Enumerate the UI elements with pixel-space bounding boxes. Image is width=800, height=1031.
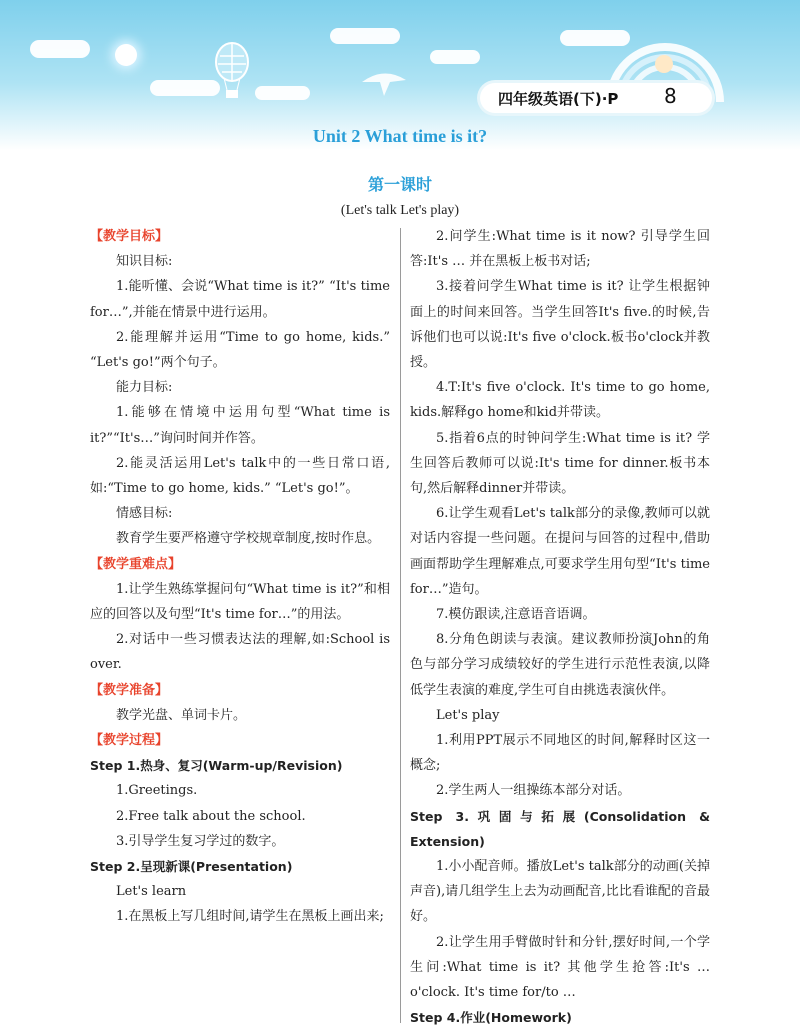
hot-air-balloon-icon [212, 42, 252, 102]
paragraph: 情感目标: [116, 506, 173, 522]
paragraph: 2.能理解并运用“Time to go home, kids.” “Let's go!”两个句子。 [90, 329, 390, 371]
section-heading: 【教学重难点】 [90, 556, 182, 572]
paragraph: Let's learn [116, 884, 187, 900]
paragraph: 1.让学生熟练掌握问句“What time is it?”和相应的回答以及句型“It's time for…”的用法。 [90, 581, 390, 623]
lesson-subtitle: (Let's talk Let's play) [340, 203, 460, 218]
cloud [30, 40, 90, 58]
cloud [150, 80, 220, 96]
right-column [410, 224, 710, 1031]
section-heading: 【教学目标】 [90, 229, 169, 244]
column-divider [400, 228, 401, 1023]
paragraph: 2.Free talk about the school. [116, 808, 306, 824]
paragraph: 知识目标: [116, 254, 173, 270]
section-heading: 【教学过程】 [90, 733, 169, 749]
left-column [90, 224, 390, 930]
page-number: 8 [664, 84, 677, 108]
paragraph: 6.让学生观看Let's talk部分的录像,教师可以就对话内容提一些问题。在提问与回答的过程中,借助画面帮助学生理解难点,可要求学生用句型“It's time for…”造句。 [410, 506, 710, 597]
paragraph: 1.能听懂、会说“What time is it?” “It's time for…”,并能在情景中进行运用。 [90, 279, 390, 320]
section-heading: 【教学准备】 [90, 682, 169, 698]
paragraph: 2.问学生:What time is it now? 引导学生回答:It's … 并在黑板上板书对话; [410, 229, 710, 270]
paragraph: 3.引导学生复习学过的数字。 [116, 833, 285, 849]
paragraph: 教学光盘、单词卡片。 [116, 707, 247, 723]
paragraph: 2.能灵活运用Let's talk中的一些日常口语,如:“Time to go home, kids.” “Let's go!”。 [90, 455, 390, 497]
book-label: 四年级英语(下)·P [498, 90, 619, 108]
step-heading: Step 1.热身、复习(Warm-up/Revision) [90, 758, 343, 774]
cloud [330, 28, 400, 44]
paragraph: 1.能够在情境中运用句型“What time is it?”“It's…”询问时间并作答。 [90, 405, 390, 446]
cloud [255, 86, 310, 100]
paragraph: 1.Greetings. [116, 783, 198, 799]
paragraph: 1.利用PPT展示不同地区的时间,解释时区这一概念; [410, 733, 710, 774]
paragraph: 5.指着6点的时钟问学生:What time is it? 学生回答后教师可以说:It's time for dinner.板书本句,然后解释dinner并带读。 [410, 430, 710, 497]
paragraph: 7.模仿跟读,注意语音语调。 [436, 607, 596, 623]
paragraph: 能力目标: [116, 380, 173, 396]
paragraph: 教育学生要严格遵守学校规章制度,按时作息。 [116, 531, 381, 547]
step-heading: Step 3.巩固与拓展(Consolidation & Extension) [410, 808, 710, 849]
paragraph: 1.在黑板上写几组时间,请学生在黑板上画出来; [116, 909, 384, 925]
paragraph: 4.T:It's five o'clock. It's time to go home, kids.解释go home和kid并带读。 [410, 380, 710, 421]
paragraph: 3.接着问学生What time is it? 让学生根据钟面上的时间来回答。当学生回答It's five.的时候,告诉他们也可以说:It's five o'clock.板书o'clock并教授。 [410, 279, 710, 371]
paragraph: 2.学生两人一组操练本部分对话。 [436, 783, 631, 799]
paragraph: 8.分角色朗读与表演。建议教师扮演John的角色与部分学习成绩较好的学生进行示范性表演,以降低学生表演的难度,学生可自由挑选表演伙伴。 [410, 632, 710, 698]
unit-title: Unit 2 What time is it? [312, 126, 488, 146]
paragraph: Let's play [436, 707, 500, 723]
glider-icon [360, 66, 408, 102]
step-heading: Step 2.呈现新课(Presentation) [90, 859, 293, 875]
paragraph: 2.让学生用手臂做时针和分针,摆好时间,一个学生问:What time is it? 其他学生抢答:It's …o'clock. It's time for/to … [410, 934, 710, 1001]
step-heading: Step 4.作业(Homework) [410, 1010, 572, 1026]
cloud [430, 50, 480, 64]
sun-icon [115, 44, 137, 66]
paragraph: 1.小小配音师。播放Let's talk部分的动画(关掉声音),请几组学生上去为动画配音,比比看谁配的音最好。 [410, 859, 710, 925]
paragraph: 2.对话中一些习惯表达法的理解,如:School is over. [90, 632, 390, 673]
lesson-title: 第一课时 [367, 175, 432, 194]
